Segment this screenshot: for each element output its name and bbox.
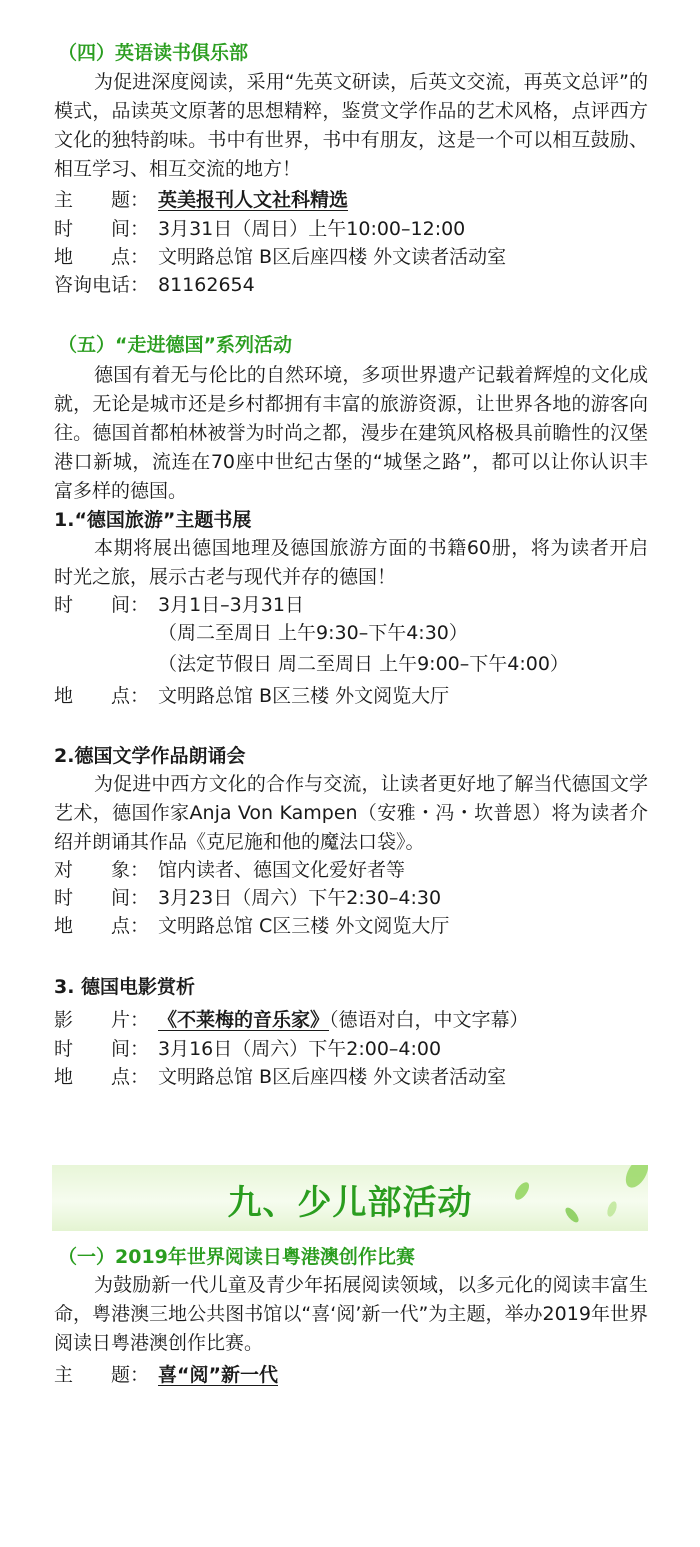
section-heading-germany: （五）“走进德国”系列活动 [58,334,292,356]
english-club-time: 3月31日（周日）上午10:00–12:00 [158,218,466,240]
english-club-intro: 为促进深度阅读，采用“先英文研读，后英文交流，再英文总评”的模式，品读英文原著的思想精粹，鉴赏文学作品的艺术风格，点评西方文化的独特韵味。书中有世界，书中有朋友，这是一个可以相互鼓励、相互学习、相互交流的地方！ [54,71,648,180]
germany-item3-film: 《不莱梅的音乐家》 [158,1009,330,1031]
germany-item1-place-row [54,683,449,709]
reading-day-contest-intro: 为鼓励新一代儿童及青少年拓展阅读领域，以多元化的阅读丰富生命，粤港澳三地公共图书馆以“喜‘阅’新一代”为主题，举办2019年世界阅读日粤港澳创作比赛。 [54,1274,648,1354]
section-heading-english-club: （四）英语读书俱乐部 [58,42,249,64]
english-club-place: 文明路总馆 B区后座四楼 外文读者活动室 [158,246,507,268]
english-club-topic-row [54,187,348,213]
film-label: 影 片： [54,1009,150,1031]
time-label: 时 间： [54,887,150,909]
english-club-time-row [54,216,465,242]
germany-item2-place-row [54,913,449,939]
germany-item3-time-row [54,1036,441,1062]
germany-item2-desc: 为促进中西方文化的合作与交流，让读者更好地了解当代德国文学艺术，德国作家Anja Von Kampen（安雅・冯・坎普恩）将为读者介绍并朗诵其作品《克尼施和他的魔法口袋》。 [54,773,648,853]
germany-item2-place: 文明路总馆 C区三楼 外文阅览大厅 [158,915,450,937]
english-club-place-row [54,244,506,270]
place-label: 地 点： [54,685,150,707]
topic-label: 主 题： [54,1364,150,1386]
germany-item3-film-note: （德语对白，中文字幕） [329,1009,529,1031]
place-label: 地 点： [54,1066,150,1088]
english-club-phone: 81162654 [158,274,255,296]
phone-label: 咨询电话： [54,274,150,296]
germany-item2-audience-row [54,857,405,883]
time-label: 时 间： [54,218,150,240]
germany-item2-audience: 馆内读者、德国文化爱好者等 [158,859,406,881]
germany-item2-time-row [54,885,441,911]
germany-item2-title: 2.德国文学作品朗诵会 [54,745,246,767]
germany-item3-title: 3. 德国电影赏析 [54,976,196,998]
children-department-banner [52,1165,648,1231]
time-label: 时 间： [54,594,150,616]
english-club-phone-row [54,272,255,298]
germany-item3-place: 文明路总馆 B区后座四楼 外文读者活动室 [158,1066,507,1088]
germany-item1-time: 3月1日–3月31日 [158,594,304,616]
germany-item3-time: 3月16日（周六）下午2:00–4:00 [158,1038,442,1060]
place-label: 地 点： [54,246,150,268]
germany-item1-place: 文明路总馆 B区三楼 外文阅览大厅 [158,685,450,707]
germany-item1-title: 1.“德国旅游”主题书展 [54,509,252,531]
germany-item3-place-row [54,1064,506,1090]
time-label: 时 间： [54,1038,150,1060]
audience-label: 对 象： [54,859,150,881]
place-label: 地 点： [54,915,150,937]
germany-item1-time-row [54,592,304,618]
section-heading-reading-day-contest: （一）2019年世界阅读日粤港澳创作比赛 [58,1246,415,1268]
germany-item3-film-row [54,1007,529,1033]
reading-day-topic-row [54,1362,278,1388]
germany-item1-time-line3: （法定节假日 周二至周日 上午9:00–下午4:00） [158,653,569,675]
topic-label: 主 题： [54,189,150,211]
reading-day-topic: 喜“阅”新一代 [158,1364,278,1386]
germany-item2-time: 3月23日（周六）下午2:30–4:30 [158,887,442,909]
germany-item1-desc: 本期将展出德国地理及德国旅游方面的书籍60册，将为读者开启时光之旅，展示古老与现代并存的德国！ [54,537,648,588]
germany-intro: 德国有着无与伦比的自然环境，多项世界遗产记载着辉煌的文化成就，无论是城市还是乡村都拥有丰富的旅游资源，让世界各地的游客向往。德国首都柏林被誉为时尚之都，漫步在建筑风格极具前瞻性的汉堡港口新城，流连在70座中世纪古堡的“城堡之路”，都可以让你认识丰富多样的德国。 [54,364,648,502]
germany-item1-time-line2: （周二至周日 上午9:30–下午4:30） [158,622,468,644]
english-club-topic: 英美报刊人文社科精选 [158,189,349,211]
banner-title: 九、少儿部活动 [227,1183,473,1223]
